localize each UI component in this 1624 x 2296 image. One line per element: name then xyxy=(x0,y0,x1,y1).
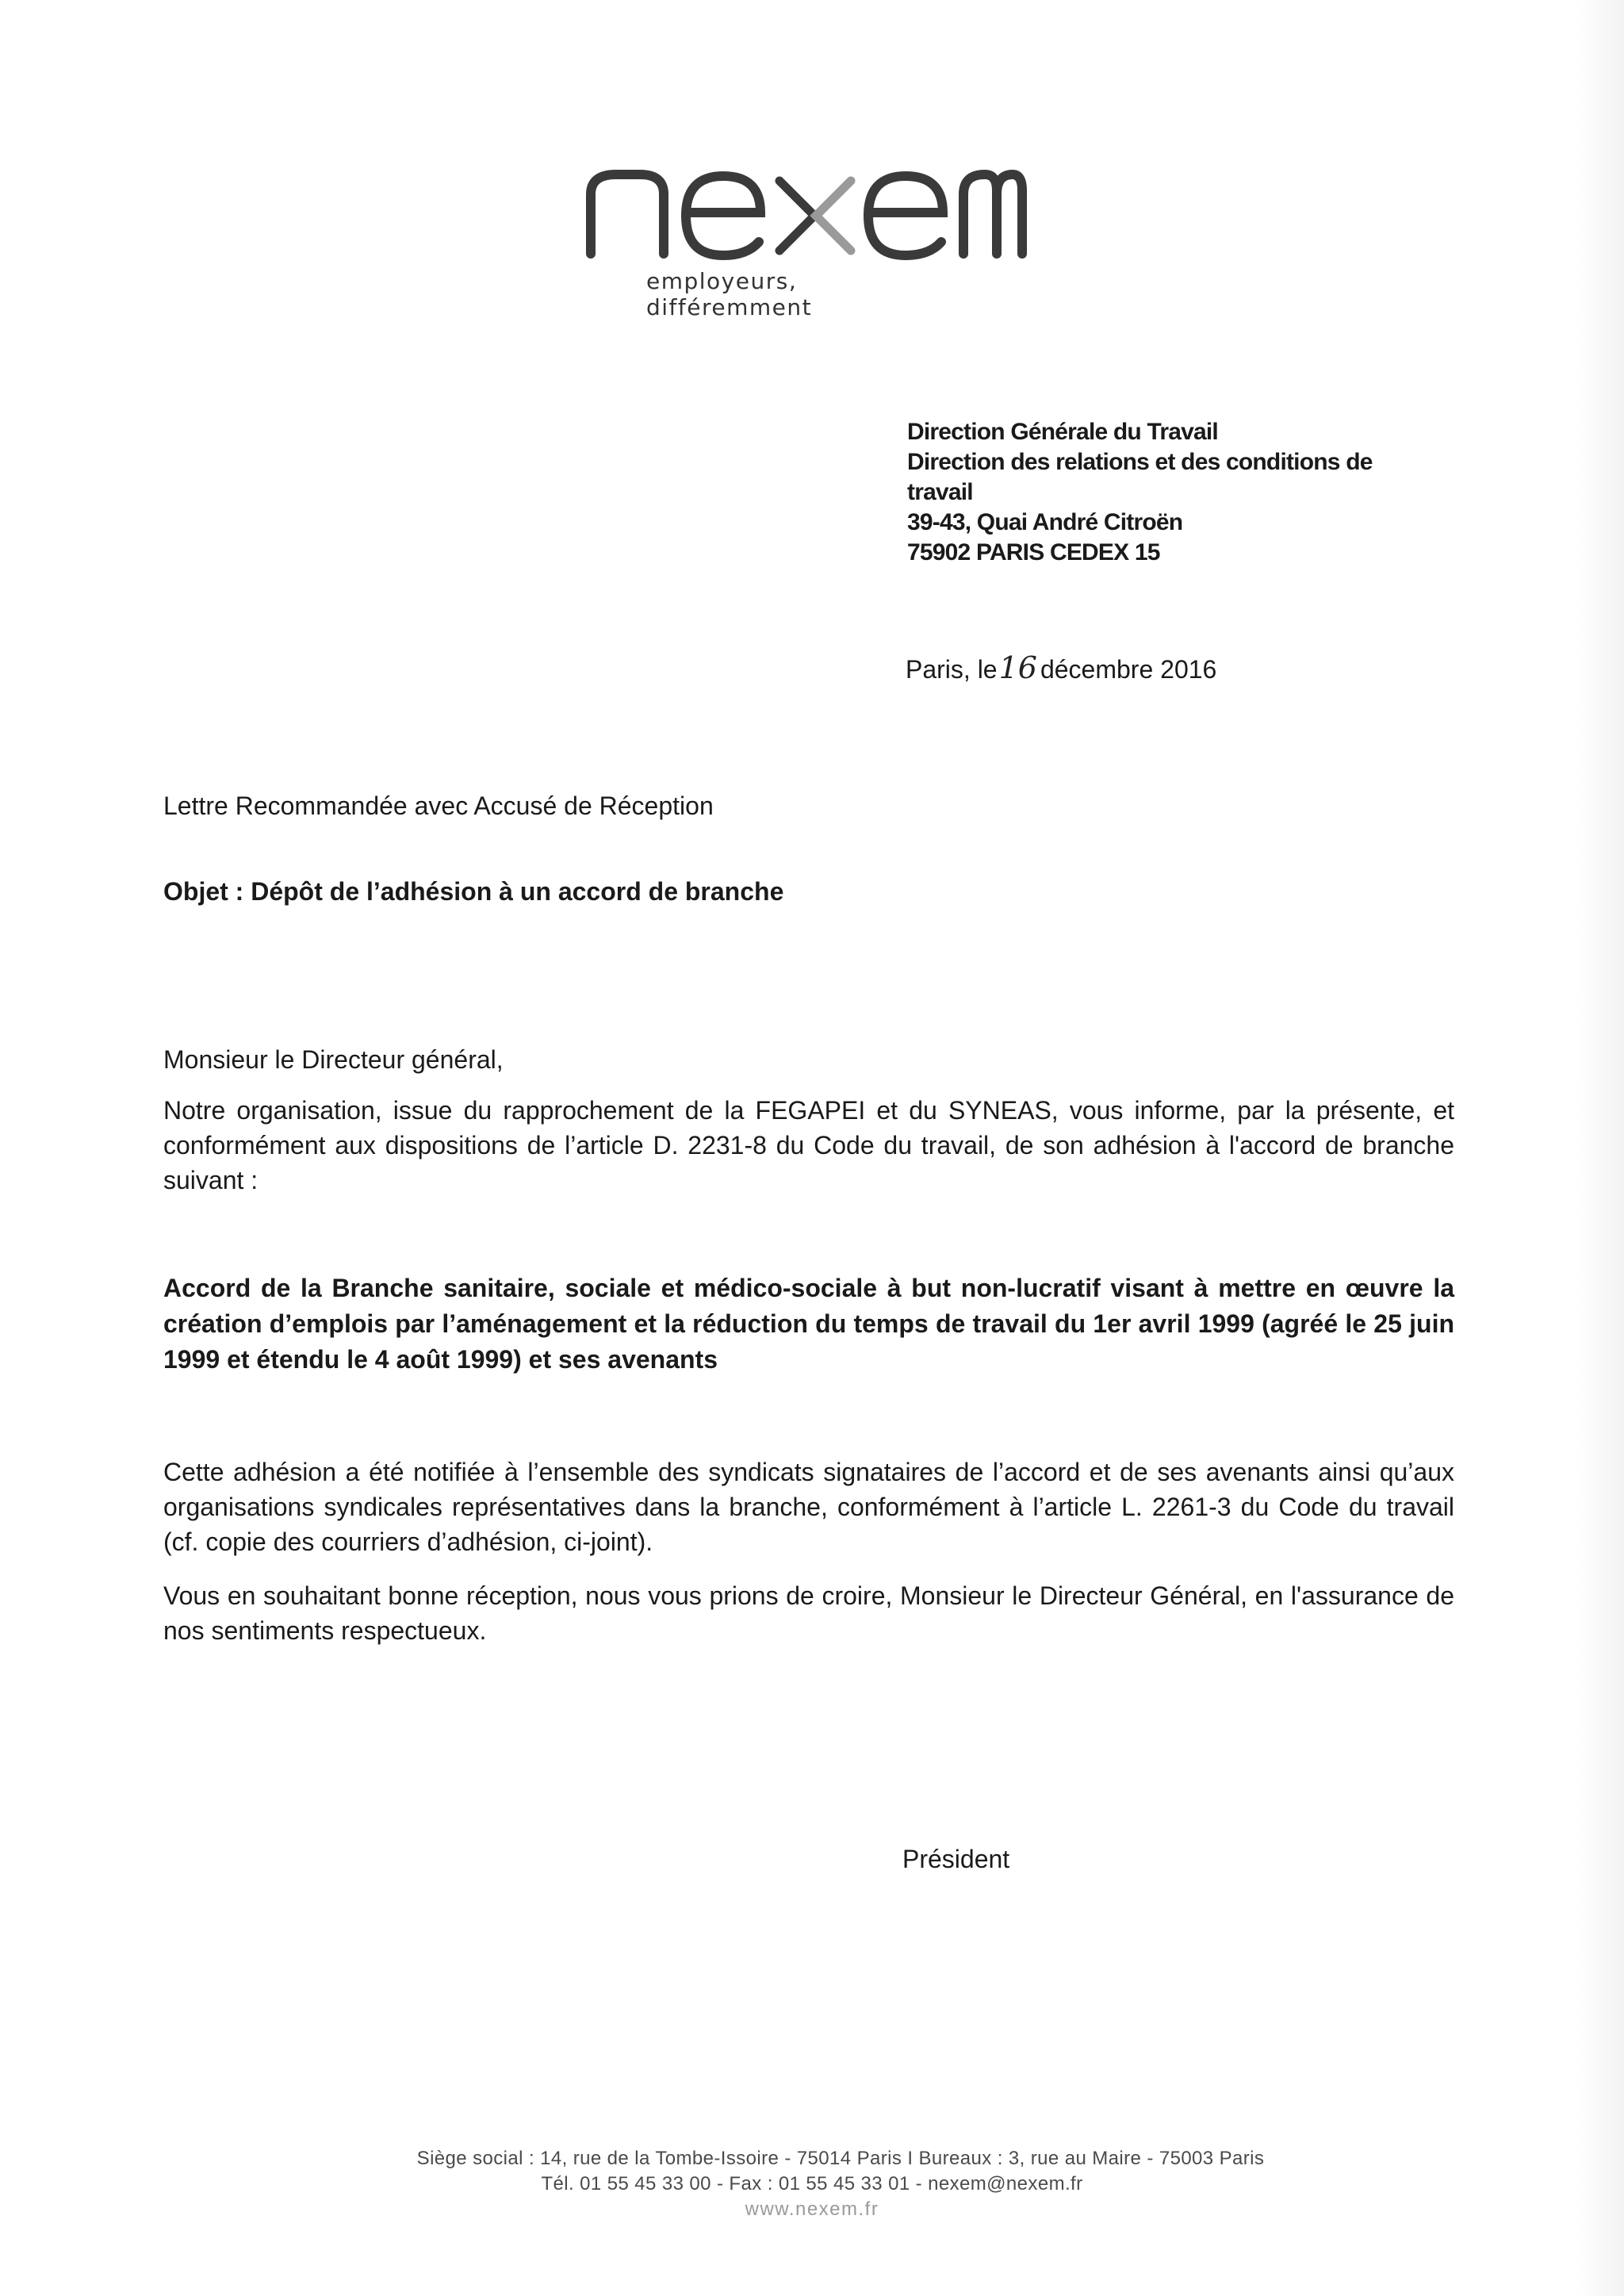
recipient-line: Direction des relations et des conditions de xyxy=(907,449,1373,475)
letter-date xyxy=(906,650,1216,685)
footer-website: www.nexem.fr xyxy=(745,2198,879,2220)
body-paragraph-1: Notre organisation, issue du rapprochement de la FEGAPEI et du SYNEAS, vous informe, par la présente, et conformément aux dispositions de l’article D. 2231-8 du Code du travail, de son adhésion à l'accord de branche suivant : xyxy=(163,1096,1454,1194)
signature-title: Président xyxy=(902,1845,1010,1873)
registered-mail-notice: Lettre Recommandée avec Accusé de Réception xyxy=(163,792,714,820)
recipient-line: Direction Générale du Travail xyxy=(907,419,1218,445)
date-rest: décembre 2016 xyxy=(1040,655,1217,684)
recipient-line: 75902 PARIS CEDEX 15 xyxy=(907,539,1160,565)
agreement-title: Accord de la Branche sanitaire, sociale et médico-sociale à but non-lucratif visant à mettre en œuvre la création d’emplois par l’aménagement et la réduction du temps de travail du 1er avril 1999 (agréé le 25 juin 1999 et étendu le 4 août 1999) et ses avenants xyxy=(163,1274,1454,1374)
recipient-line: travail xyxy=(907,479,973,505)
footer-contact: Tél. 01 55 45 33 00 - Fax : 01 55 45 33 01 - nexem@nexem.fr xyxy=(541,2173,1083,2194)
body-paragraph-3: Vous en souhaitant bonne réception, nous vous prions de croire, Monsieur le Directeur Général, en l'assurance de nos sentiments respectueux. xyxy=(163,1581,1454,1645)
logo-tagline: employeurs, différemment xyxy=(646,268,813,320)
letter-subject: Objet : Dépôt de l’adhésion à un accord de branche xyxy=(163,877,784,906)
recipient-address xyxy=(907,417,1431,568)
handwritten-day: 16 xyxy=(998,650,1037,685)
scan-shadow xyxy=(1576,0,1624,2296)
footer-address: Siège social : 14, rue de la Tombe-Issoire - 75014 Paris I Bureaux : 3, rue au Maire - 75003 Paris xyxy=(416,2148,1265,2169)
salutation: Monsieur le Directeur général, xyxy=(163,1045,504,1074)
date-prefix: Paris, le xyxy=(906,655,998,684)
body-paragraph-2: Cette adhésion a été notifiée à l’ensemble des syndicats signataires de l’accord et de ses avenants ainsi qu’aux organisations syndicales représentatives dans la branche, conformément à l’article L. 2261-3 du Code du travail (cf. copie des courriers d’adhésion, ci-joint). xyxy=(163,1458,1454,1556)
recipient-line: 39-43, Quai André Citroën xyxy=(907,509,1183,535)
letter-footer xyxy=(0,2146,1624,2222)
